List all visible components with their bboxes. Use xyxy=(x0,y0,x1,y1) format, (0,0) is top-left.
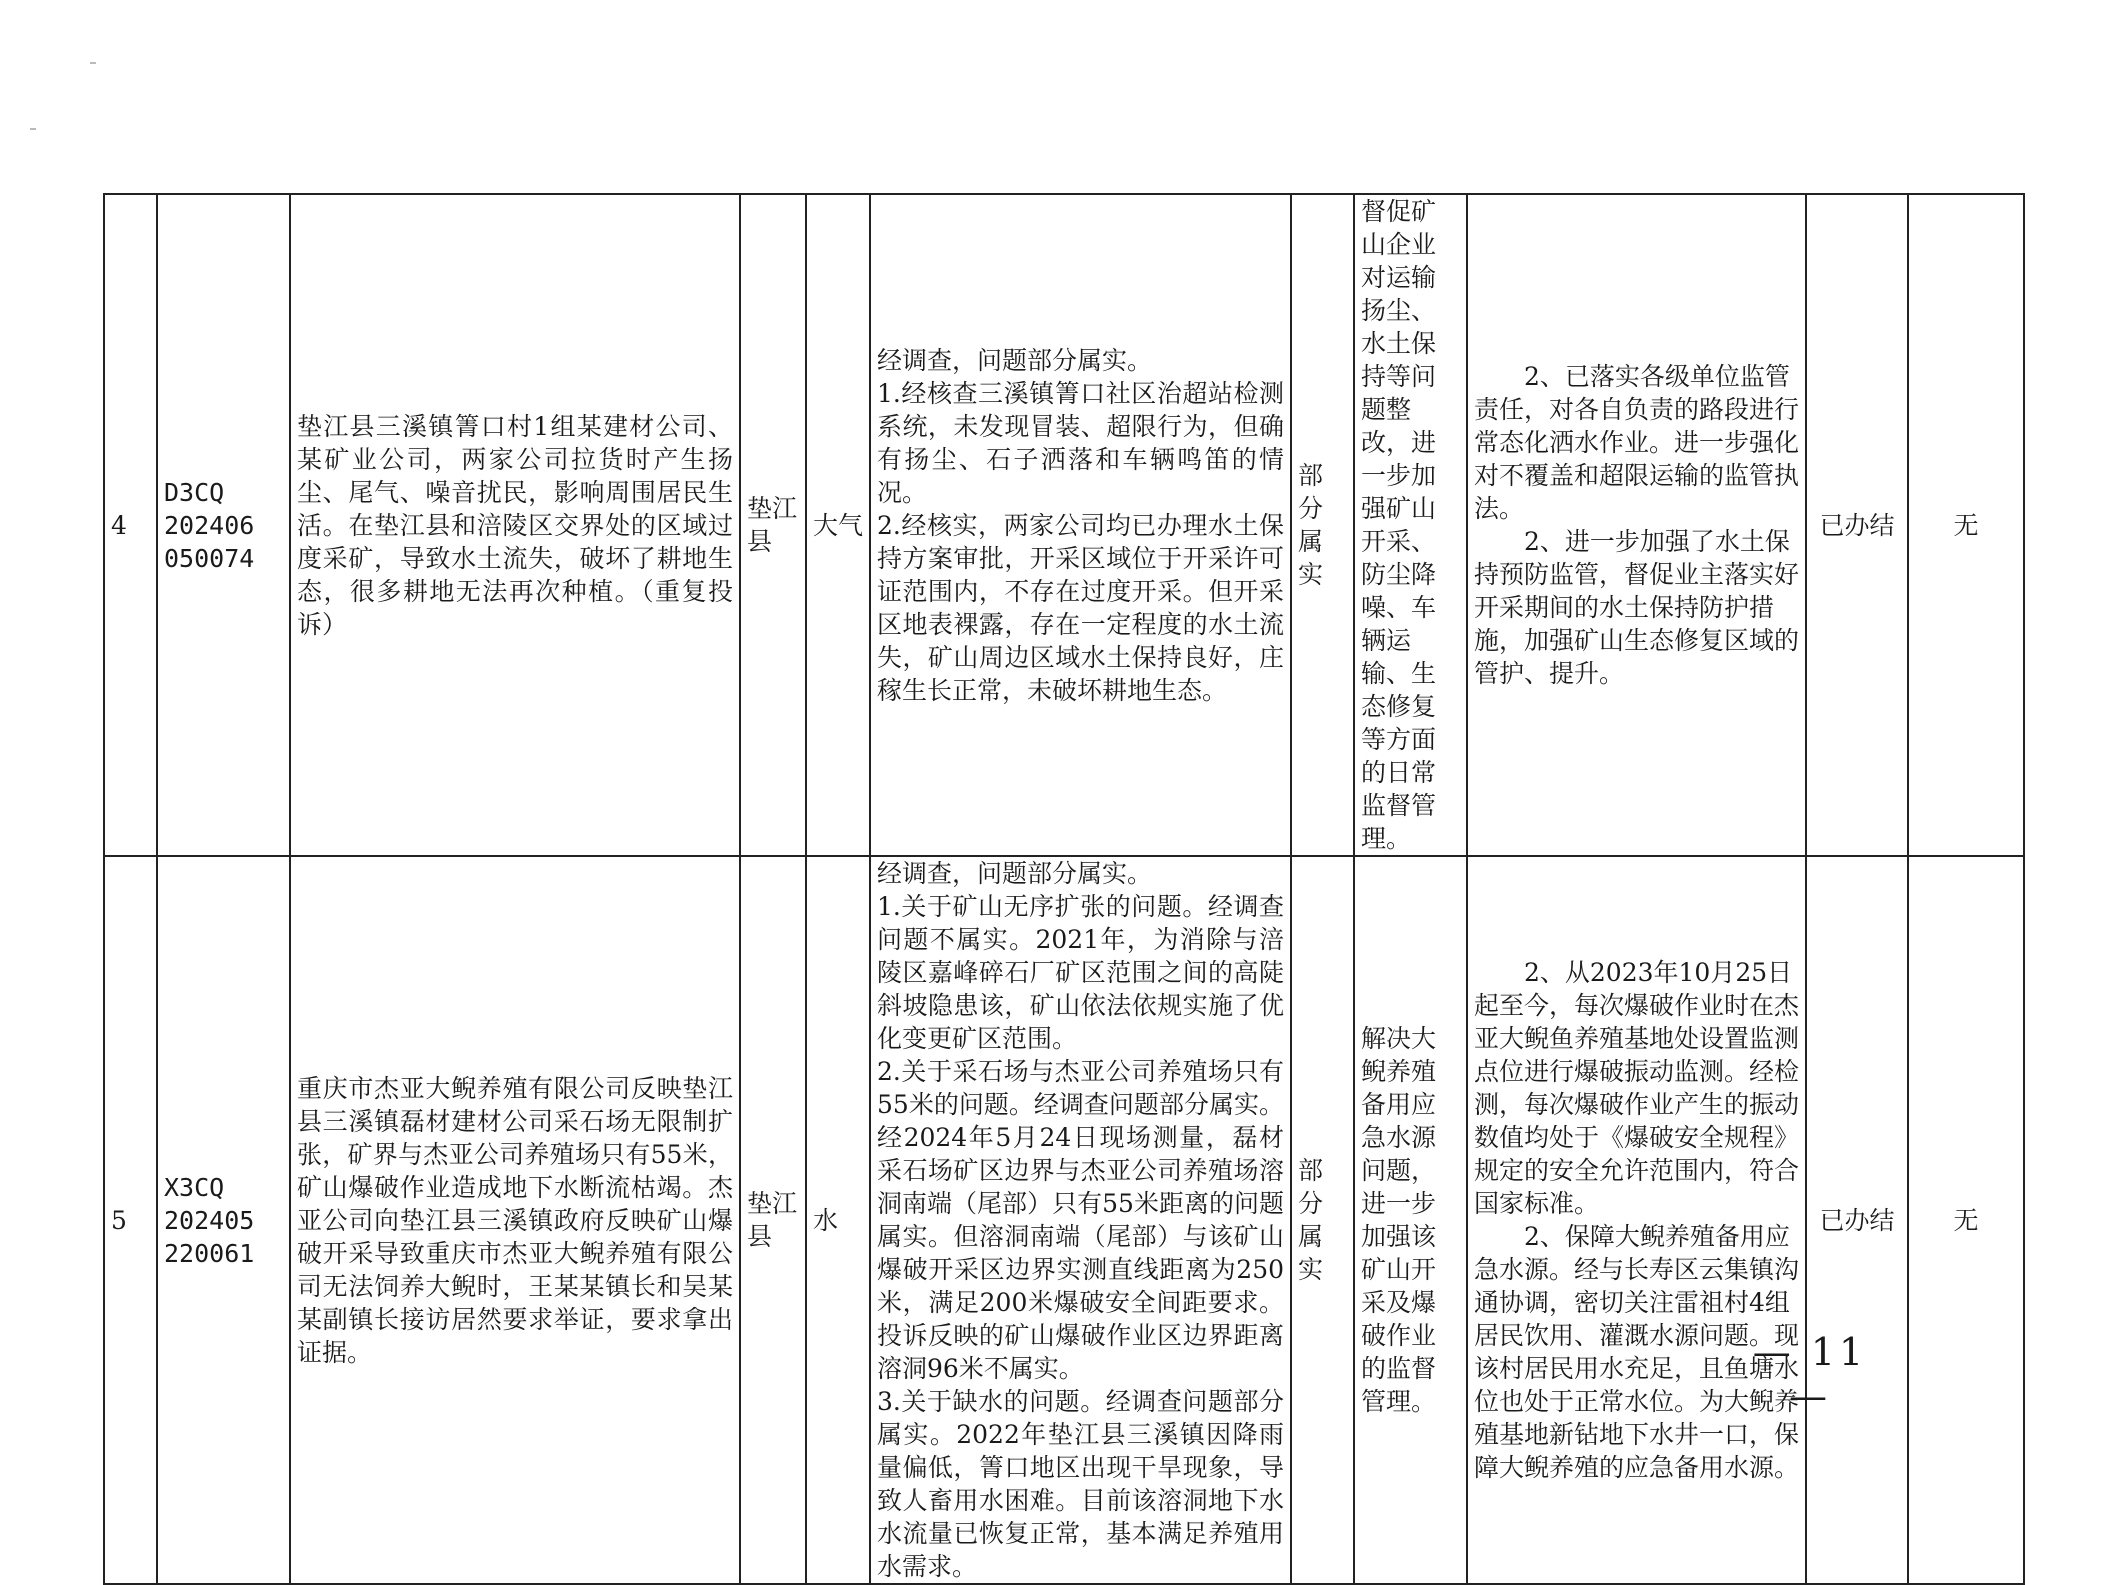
case-status: 已办结 xyxy=(1806,194,1908,856)
scan-mark xyxy=(30,128,36,130)
complaint-content: 垫江县三溪镇箐口村1组某建材公司、某矿业公司，两家公司拉货时产生扬尘、尾气、噪音扰民，影响周围居民生活。在垫江县和涪陵区交界处的区域过度采矿，导致水土流失，破坏了耕地生态，很多耕地无法再次种植。（重复投诉） xyxy=(290,194,740,856)
row-seq: 5 xyxy=(104,856,157,1584)
investigation-result: 经调查，问题部分属实。 1.经核查三溪镇箐口社区治超站检测系统，未发现冒装、超限行为，但确有扬尘、石子洒落和车辆鸣笛的情况。 2.经核实，两家公司均已办理水土保持方案审批，开采区域位于开采许可证范围内，不存在过度开采。但开采区地表裸露，存在一定程度的水土流失，矿山周边区域水土保持良好，庄稼生长正常，未破坏耕地生态。 xyxy=(870,194,1291,856)
rectification-goal: 督促矿山企业对运输扬尘、水土保持等问题整改，进一步加强矿山开采、防尘降噪、车辆运输、生态修复等方面的日常监督管理。 xyxy=(1354,194,1467,856)
rectification-result xyxy=(1467,856,1806,1584)
rectification-goal: 解决大鲵养殖备用应急水源问题，进一步加强该矿山开采及爆破作业的监督管理。 xyxy=(1354,856,1467,1584)
row-seq: 4 xyxy=(104,194,157,856)
pollution-type: 水 xyxy=(806,856,870,1584)
page-number: — 11 — xyxy=(1752,1330,1868,1418)
case-status: 已办结 xyxy=(1806,856,1908,1584)
pollution-type: 大气 xyxy=(806,194,870,856)
scan-mark xyxy=(90,62,96,64)
accountability: 无 xyxy=(1908,194,2024,856)
investigation-result: 经调查，问题部分属实。 1.关于矿山无序扩张的问题。经调查问题不属实。2021年，为消除与涪陵区嘉峰碎石厂矿区范围之间的高陡斜坡隐患该，矿山依法依规实施了优化变更矿区范围。 2.关于采石场与杰亚公司养殖场只有55米的问题。经调查问题部分属实。经2024年5月24日现场测量，磊材采石场矿区边界与杰亚公司养殖场溶洞南端（尾部）只有55米距离的问题属实。但溶洞南端（尾部）与该矿山爆破开采区边界实测直线距离为250米，满足200米爆破安全间距要求。投诉反映的矿山爆破作业区边界距离溶洞96米不属实。 3.关于缺水的问题。经调查问题部分属实。2022年垫江县三溪镇因降雨量偏低，箐口地区出现干旱现象，导致人畜用水困难。目前该溶洞地下水水流量已恢复正常，基本满足养殖用水需求。 xyxy=(870,856,1291,1584)
verdict: 部分属实 xyxy=(1291,194,1354,856)
result-paragraph: 2、保障大鲵养殖备用应急水源。经与长寿区云集镇沟通协调，密切关注雷祖村4组居民饮用、灌溉水源问题。现该村居民用水充足，且鱼塘水位也处于正常水位。为大鲵养殖基地新钻地下水井一口，保障大鲵养殖的应急备用水源。 xyxy=(1474,1222,1800,1482)
verdict: 部分属实 xyxy=(1291,856,1354,1584)
complaint-code: X3CQ 202405 220061 xyxy=(157,856,290,1584)
district: 垫江县 xyxy=(740,856,806,1584)
table-row xyxy=(104,856,2024,1584)
accountability: 无 xyxy=(1908,856,2024,1584)
result-paragraph: 2、从2023年10月25日起至今，每次爆破作业时在杰亚大鲵鱼养殖基地处设置监测点位进行爆破振动监测。经检测，每次爆破作业产生的振动数值均处于《爆破安全规程》规定的安全允许范围内，符合国家标准。 xyxy=(1474,958,1800,1218)
district: 垫江县 xyxy=(740,194,806,856)
complaint-code: D3CQ 202406 050074 xyxy=(157,194,290,856)
table-row xyxy=(104,194,2024,856)
complaint-content: 重庆市杰亚大鲵养殖有限公司反映垫江县三溪镇磊材建材公司采石场无限制扩张，矿界与杰亚公司养殖场只有55米，矿山爆破作业造成地下水断流枯竭。杰亚公司向垫江县三溪镇政府反映矿山爆破开采导致重庆市杰亚大鲵养殖有限公司无法饲养大鲵时，王某某镇长和吴某某副镇长接访居然要求举证，要求拿出证据。 xyxy=(290,856,740,1584)
result-paragraph: 2、已落实各级单位监管责任，对各自负责的路段进行常态化洒水作业。进一步强化对不覆盖和超限运输的监管执法。 xyxy=(1474,362,1800,523)
rectification-result xyxy=(1467,194,1806,856)
result-paragraph: 2、进一步加强了水土保持预防监管，督促业主落实好开采期间的水土保持防护措施，加强矿山生态修复区域的管护、提升。 xyxy=(1474,527,1800,688)
